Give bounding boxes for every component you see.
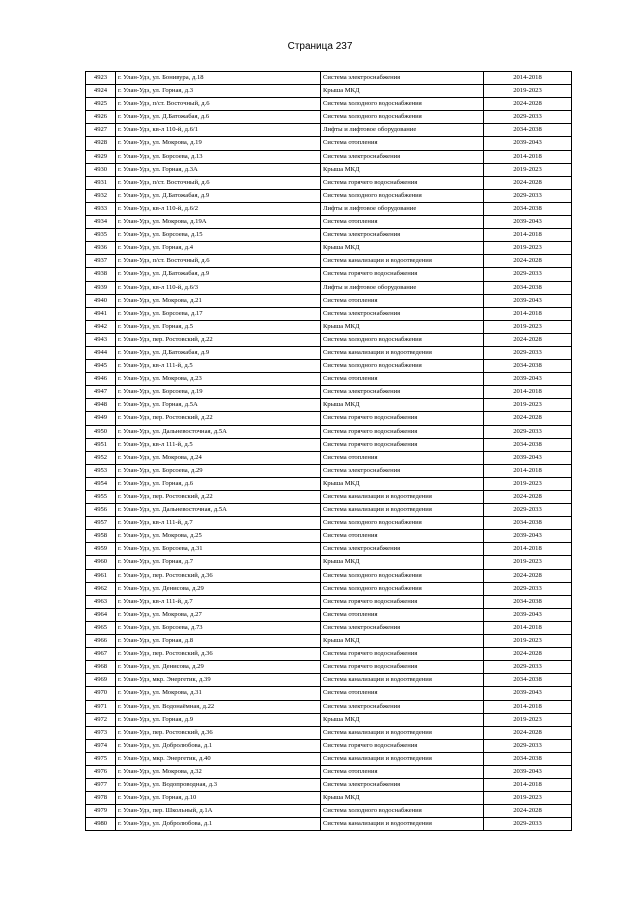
period-cell: 2034-2038 — [484, 281, 572, 294]
period-cell: 2019-2023 — [484, 713, 572, 726]
period-cell: 2019-2023 — [484, 85, 572, 98]
row-number: 4978 — [86, 792, 116, 805]
system-cell: Система отопления — [321, 687, 484, 700]
row-number: 4937 — [86, 255, 116, 268]
table-row — [86, 346, 572, 359]
system-cell: Крыша МКД — [321, 242, 484, 255]
system-cell: Крыша МКД — [321, 556, 484, 569]
address-cell: г. Улан-Удэ, ул. Горная, д.3А — [116, 163, 321, 176]
system-cell: Система горячего водоснабжения — [321, 648, 484, 661]
table-row — [86, 739, 572, 752]
address-cell: г. Улан-Удэ, ул. Борсоева, д.73 — [116, 621, 321, 634]
table-row — [86, 242, 572, 255]
table-row — [86, 150, 572, 163]
address-cell: г. Улан-Удэ, п/ст. Восточный, д.6 — [116, 98, 321, 111]
period-cell: 2014-2018 — [484, 307, 572, 320]
period-cell: 2014-2018 — [484, 72, 572, 85]
row-number: 4954 — [86, 477, 116, 490]
table-row — [86, 229, 572, 242]
address-cell: г. Улан-Удэ, ул. Горная, д.3 — [116, 85, 321, 98]
table-row — [86, 386, 572, 399]
row-number: 4967 — [86, 648, 116, 661]
address-cell: г. Улан-Удэ, ул. Мокрова, д.24 — [116, 451, 321, 464]
row-number: 4935 — [86, 229, 116, 242]
table-row — [86, 98, 572, 111]
table-row — [86, 818, 572, 831]
address-cell: г. Улан-Удэ, ул. Мокрова, д.23 — [116, 373, 321, 386]
table-row — [86, 189, 572, 202]
table-row — [86, 281, 572, 294]
address-cell: г. Улан-Удэ, ул. Мокрова, д.19 — [116, 137, 321, 150]
table-row — [86, 569, 572, 582]
period-cell: 2029-2033 — [484, 582, 572, 595]
period-cell: 2024-2028 — [484, 255, 572, 268]
table-row — [86, 543, 572, 556]
system-cell: Система отопления — [321, 216, 484, 229]
table-row — [86, 124, 572, 137]
address-cell: г. Улан-Удэ, ул. Горная, д.10 — [116, 792, 321, 805]
address-cell: г. Улан-Удэ, пер. Ростовский, д.22 — [116, 491, 321, 504]
table-row — [86, 464, 572, 477]
row-number: 4933 — [86, 202, 116, 215]
row-number: 4957 — [86, 517, 116, 530]
address-cell: г. Улан-Удэ, ул. Водопроводная, д.3 — [116, 779, 321, 792]
address-cell: г. Улан-Удэ, пер. Ростовский, д.36 — [116, 569, 321, 582]
table-row — [86, 530, 572, 543]
row-number: 4971 — [86, 700, 116, 713]
address-cell: г. Улан-Удэ, пер. Школьный, д.1А — [116, 805, 321, 818]
table-row — [86, 674, 572, 687]
table-row — [86, 425, 572, 438]
address-cell: г. Улан-Удэ, ул. Денисова, д.29 — [116, 582, 321, 595]
period-cell: 2034-2038 — [484, 674, 572, 687]
row-number: 4951 — [86, 438, 116, 451]
row-number: 4925 — [86, 98, 116, 111]
row-number: 4955 — [86, 491, 116, 504]
system-cell: Система холодного водоснабжения — [321, 569, 484, 582]
table-row — [86, 792, 572, 805]
address-cell: г. Улан-Удэ, ул. Борсоева, д.13 — [116, 150, 321, 163]
system-cell: Система канализации и водоотведения — [321, 346, 484, 359]
period-cell: 2024-2028 — [484, 333, 572, 346]
row-number: 4963 — [86, 595, 116, 608]
row-number: 4965 — [86, 621, 116, 634]
period-cell: 2029-2033 — [484, 346, 572, 359]
address-cell: г. Улан-Удэ, мкр. Энергетик, д.39 — [116, 674, 321, 687]
row-number: 4924 — [86, 85, 116, 98]
system-cell: Система электроснабжения — [321, 543, 484, 556]
address-cell: г. Улан-Удэ, пер. Ростовский, д.22 — [116, 412, 321, 425]
period-cell: 2029-2033 — [484, 818, 572, 831]
period-cell: 2034-2038 — [484, 438, 572, 451]
table-row — [86, 137, 572, 150]
address-cell: г. Улан-Удэ, ул. Горная, д.9 — [116, 713, 321, 726]
address-cell: г. Улан-Удэ, ул. Борсоева, д.15 — [116, 229, 321, 242]
system-cell: Лифты и лифтовое оборудование — [321, 202, 484, 215]
address-cell: г. Улан-Удэ, ул. Д.Батожабая, д.9 — [116, 189, 321, 202]
system-cell: Система отопления — [321, 137, 484, 150]
period-cell: 2034-2038 — [484, 517, 572, 530]
address-cell: г. Улан-Удэ, ул. Борсоева, д.17 — [116, 307, 321, 320]
row-number: 4974 — [86, 739, 116, 752]
address-cell: г. Улан-Удэ, ул. Д.Батожабая, д.6 — [116, 111, 321, 124]
system-cell: Система отопления — [321, 373, 484, 386]
table-row — [86, 635, 572, 648]
address-cell: г. Улан-Удэ, ул. Горная, д.7 — [116, 556, 321, 569]
system-cell: Система отопления — [321, 765, 484, 778]
row-number: 4960 — [86, 556, 116, 569]
address-cell: г. Улан-Удэ, ул. Горная, д.4 — [116, 242, 321, 255]
row-number: 4964 — [86, 608, 116, 621]
system-cell: Лифты и лифтовое оборудование — [321, 124, 484, 137]
period-cell: 2029-2033 — [484, 661, 572, 674]
system-cell: Система канализации и водоотведения — [321, 255, 484, 268]
address-cell: г. Улан-Удэ, ул. Мокрова, д.27 — [116, 608, 321, 621]
row-number: 4949 — [86, 412, 116, 425]
period-cell: 2039-2043 — [484, 373, 572, 386]
table-row — [86, 517, 572, 530]
table-row — [86, 805, 572, 818]
row-number: 4942 — [86, 320, 116, 333]
row-number: 4928 — [86, 137, 116, 150]
address-cell: г. Улан-Удэ, ул. Борсоева, д.29 — [116, 464, 321, 477]
period-cell: 2014-2018 — [484, 229, 572, 242]
table-row — [86, 700, 572, 713]
row-number: 4943 — [86, 333, 116, 346]
period-cell: 2029-2033 — [484, 504, 572, 517]
system-cell: Система канализации и водоотведения — [321, 491, 484, 504]
row-number: 4939 — [86, 281, 116, 294]
row-number: 4946 — [86, 373, 116, 386]
address-cell: г. Улан-Удэ, ул. Дальневосточная, д.5А — [116, 504, 321, 517]
period-cell: 2024-2028 — [484, 648, 572, 661]
system-cell: Система отопления — [321, 451, 484, 464]
period-cell: 2039-2043 — [484, 137, 572, 150]
row-number: 4948 — [86, 399, 116, 412]
period-cell: 2019-2023 — [484, 792, 572, 805]
period-cell: 2014-2018 — [484, 621, 572, 634]
table-row — [86, 451, 572, 464]
table-row — [86, 111, 572, 124]
address-cell: г. Улан-Удэ, ул. Мокрова, д.25 — [116, 530, 321, 543]
system-cell: Крыша МКД — [321, 713, 484, 726]
table-row — [86, 373, 572, 386]
row-number: 4934 — [86, 216, 116, 229]
address-cell: г. Улан-Удэ, пер. Ростовский, д.36 — [116, 726, 321, 739]
system-cell: Система электроснабжения — [321, 150, 484, 163]
table-row — [86, 163, 572, 176]
period-cell: 2034-2038 — [484, 360, 572, 373]
system-cell: Система холодного водоснабжения — [321, 111, 484, 124]
period-cell: 2024-2028 — [484, 569, 572, 582]
row-number: 4927 — [86, 124, 116, 137]
table-row — [86, 176, 572, 189]
period-cell: 2034-2038 — [484, 595, 572, 608]
system-cell: Крыша МКД — [321, 320, 484, 333]
row-number: 4931 — [86, 176, 116, 189]
table-row — [86, 621, 572, 634]
period-cell: 2014-2018 — [484, 150, 572, 163]
row-number: 4923 — [86, 72, 116, 85]
period-cell: 2034-2038 — [484, 752, 572, 765]
system-cell: Система холодного водоснабжения — [321, 805, 484, 818]
address-cell: г. Улан-Удэ, ул. Горная, д.8 — [116, 635, 321, 648]
table-row — [86, 556, 572, 569]
address-cell: г. Улан-Удэ, п/ст. Восточный, д.6 — [116, 176, 321, 189]
row-number: 4962 — [86, 582, 116, 595]
system-cell: Система электроснабжения — [321, 386, 484, 399]
row-number: 4969 — [86, 674, 116, 687]
period-cell: 2034-2038 — [484, 124, 572, 137]
system-cell: Крыша МКД — [321, 85, 484, 98]
table-row — [86, 661, 572, 674]
address-cell: г. Улан-Удэ, ул. Добролюбова, д.1 — [116, 739, 321, 752]
period-cell: 2024-2028 — [484, 726, 572, 739]
address-cell: г. Улан-Удэ, кв-л 110-й, д.6/3 — [116, 281, 321, 294]
period-cell: 2019-2023 — [484, 399, 572, 412]
row-number: 4966 — [86, 635, 116, 648]
table-row — [86, 504, 572, 517]
period-cell: 2019-2023 — [484, 556, 572, 569]
address-cell: г. Улан-Удэ, ул. Горная, д.5 — [116, 320, 321, 333]
period-cell: 2039-2043 — [484, 608, 572, 621]
table-row — [86, 216, 572, 229]
address-cell: г. Улан-Удэ, ул. Водонаёмная, д.22 — [116, 700, 321, 713]
row-number: 4936 — [86, 242, 116, 255]
row-number: 4947 — [86, 386, 116, 399]
row-number: 4973 — [86, 726, 116, 739]
row-number: 4959 — [86, 543, 116, 556]
period-cell: 2029-2033 — [484, 425, 572, 438]
system-cell: Крыша МКД — [321, 477, 484, 490]
address-cell: г. Улан-Удэ, ул. Мокрова, д.21 — [116, 294, 321, 307]
table-row — [86, 595, 572, 608]
row-number: 4961 — [86, 569, 116, 582]
table-row — [86, 268, 572, 281]
system-cell: Крыша МКД — [321, 792, 484, 805]
row-number: 4926 — [86, 111, 116, 124]
table-row — [86, 687, 572, 700]
row-number: 4968 — [86, 661, 116, 674]
system-cell: Лифты и лифтовое оборудование — [321, 281, 484, 294]
system-cell: Система горячего водоснабжения — [321, 268, 484, 281]
system-cell: Система холодного водоснабжения — [321, 333, 484, 346]
period-cell: 2019-2023 — [484, 477, 572, 490]
row-number: 4938 — [86, 268, 116, 281]
row-number: 4980 — [86, 818, 116, 831]
system-cell: Система холодного водоснабжения — [321, 98, 484, 111]
system-cell: Крыша МКД — [321, 399, 484, 412]
row-number: 4952 — [86, 451, 116, 464]
system-cell: Система горячего водоснабжения — [321, 412, 484, 425]
address-cell: г. Улан-Удэ, мкр. Энергетик, д.40 — [116, 752, 321, 765]
address-cell: г. Улан-Удэ, ул. Бонивура, д.18 — [116, 72, 321, 85]
period-cell: 2019-2023 — [484, 320, 572, 333]
table-row — [86, 72, 572, 85]
address-cell: г. Улан-Удэ, ул. Борсоева, д.19 — [116, 386, 321, 399]
period-cell: 2039-2043 — [484, 216, 572, 229]
system-cell: Система горячего водоснабжения — [321, 176, 484, 189]
period-cell: 2024-2028 — [484, 805, 572, 818]
period-cell: 2039-2043 — [484, 451, 572, 464]
address-cell: г. Улан-Удэ, ул. Д.Батожабая, д.9 — [116, 268, 321, 281]
system-cell: Система отопления — [321, 294, 484, 307]
table-row — [86, 412, 572, 425]
period-cell: 2024-2028 — [484, 98, 572, 111]
period-cell: 2039-2043 — [484, 294, 572, 307]
system-cell: Система электроснабжения — [321, 229, 484, 242]
table-row — [86, 438, 572, 451]
system-cell: Система электроснабжения — [321, 621, 484, 634]
address-cell: г. Улан-Удэ, кв-л 111-й, д.7 — [116, 595, 321, 608]
period-cell: 2039-2043 — [484, 530, 572, 543]
table-row — [86, 477, 572, 490]
period-cell: 2039-2043 — [484, 765, 572, 778]
system-cell: Система горячего водоснабжения — [321, 595, 484, 608]
table-row — [86, 320, 572, 333]
table-row — [86, 779, 572, 792]
table-row — [86, 307, 572, 320]
row-number: 4975 — [86, 752, 116, 765]
period-cell: 2019-2023 — [484, 242, 572, 255]
period-cell: 2024-2028 — [484, 412, 572, 425]
table-row — [86, 713, 572, 726]
address-cell: г. Улан-Удэ, ул. Борсоева, д.31 — [116, 543, 321, 556]
period-cell: 2014-2018 — [484, 464, 572, 477]
table-row — [86, 360, 572, 373]
address-cell: г. Улан-Удэ, кв-л 111-й, д.5 — [116, 360, 321, 373]
row-number: 4940 — [86, 294, 116, 307]
period-cell: 2014-2018 — [484, 386, 572, 399]
system-cell: Система горячего водоснабжения — [321, 661, 484, 674]
address-cell: г. Улан-Удэ, кв-л 110-й, д.6/2 — [116, 202, 321, 215]
row-number: 4950 — [86, 425, 116, 438]
address-cell: г. Улан-Удэ, ул. Денисова, д.29 — [116, 661, 321, 674]
row-number: 4941 — [86, 307, 116, 320]
system-cell: Система горячего водоснабжения — [321, 438, 484, 451]
row-number: 4944 — [86, 346, 116, 359]
system-cell: Система канализации и водоотведения — [321, 752, 484, 765]
system-cell: Система канализации и водоотведения — [321, 726, 484, 739]
table-row — [86, 752, 572, 765]
system-cell: Система отопления — [321, 530, 484, 543]
row-number: 4958 — [86, 530, 116, 543]
period-cell: 2019-2023 — [484, 635, 572, 648]
address-cell: г. Улан-Удэ, ул. Мокрова, д.19А — [116, 216, 321, 229]
address-cell: г. Улан-Удэ, пер. Ростовский, д.22 — [116, 333, 321, 346]
period-cell: 2029-2033 — [484, 268, 572, 281]
system-cell: Система холодного водоснабжения — [321, 189, 484, 202]
address-cell: г. Улан-Удэ, кв-л 111-й, д.5 — [116, 438, 321, 451]
table-row — [86, 85, 572, 98]
system-cell: Система отопления — [321, 608, 484, 621]
address-cell: г. Улан-Удэ, кв-л 110-й, д.6/1 — [116, 124, 321, 137]
address-cell: г. Улан-Удэ, ул. Дальневосточная, д.5А — [116, 425, 321, 438]
address-cell: г. Улан-Удэ, ул. Горная, д.5А — [116, 399, 321, 412]
address-cell: г. Улан-Удэ, ул. Мокрова, д.31 — [116, 687, 321, 700]
table-row — [86, 582, 572, 595]
system-cell: Система канализации и водоотведения — [321, 818, 484, 831]
row-number: 4976 — [86, 765, 116, 778]
row-number: 4972 — [86, 713, 116, 726]
system-cell: Система электроснабжения — [321, 464, 484, 477]
table-row — [86, 202, 572, 215]
row-number: 4929 — [86, 150, 116, 163]
table-row — [86, 726, 572, 739]
table-row — [86, 255, 572, 268]
row-number: 4956 — [86, 504, 116, 517]
period-cell: 2019-2023 — [484, 163, 572, 176]
address-cell: г. Улан-Удэ, п/ст. Восточный, д.6 — [116, 255, 321, 268]
table-row — [86, 399, 572, 412]
period-cell: 2014-2018 — [484, 779, 572, 792]
table-row — [86, 333, 572, 346]
row-number: 4930 — [86, 163, 116, 176]
register-table-body — [86, 72, 572, 831]
period-cell: 2014-2018 — [484, 543, 572, 556]
period-cell: 2024-2028 — [484, 491, 572, 504]
row-number: 4953 — [86, 464, 116, 477]
address-cell: г. Улан-Удэ, пер. Ростовский, д.36 — [116, 648, 321, 661]
period-cell: 2029-2033 — [484, 111, 572, 124]
system-cell: Система канализации и водоотведения — [321, 674, 484, 687]
row-number: 4977 — [86, 779, 116, 792]
page-header: Страница 237 — [287, 41, 353, 52]
row-number: 4932 — [86, 189, 116, 202]
system-cell: Система холодного водоснабжения — [321, 360, 484, 373]
address-cell: г. Улан-Удэ, ул. Добролюбова, д.1 — [116, 818, 321, 831]
system-cell: Крыша МКД — [321, 163, 484, 176]
address-cell: г. Улан-Удэ, ул. Горная, д.6 — [116, 477, 321, 490]
system-cell: Система электроснабжения — [321, 779, 484, 792]
period-cell: 2034-2038 — [484, 202, 572, 215]
system-cell: Крыша МКД — [321, 635, 484, 648]
system-cell: Система холодного водоснабжения — [321, 582, 484, 595]
row-number: 4979 — [86, 805, 116, 818]
system-cell: Система электроснабжения — [321, 307, 484, 320]
table-row — [86, 608, 572, 621]
period-cell: 2029-2033 — [484, 189, 572, 202]
address-cell: г. Улан-Удэ, кв-л 111-й, д.7 — [116, 517, 321, 530]
period-cell: 2014-2018 — [484, 700, 572, 713]
row-number: 4945 — [86, 360, 116, 373]
table-row — [86, 648, 572, 661]
period-cell: 2039-2043 — [484, 687, 572, 700]
row-number: 4970 — [86, 687, 116, 700]
system-cell: Система электроснабжения — [321, 72, 484, 85]
address-cell: г. Улан-Удэ, ул. Д.Батожабая, д.9 — [116, 346, 321, 359]
system-cell: Система холодного водоснабжения — [321, 517, 484, 530]
system-cell: Система канализации и водоотведения — [321, 504, 484, 517]
table-row — [86, 765, 572, 778]
system-cell: Система горячего водоснабжения — [321, 425, 484, 438]
address-cell: г. Улан-Удэ, ул. Мокрова, д.32 — [116, 765, 321, 778]
table-row — [86, 294, 572, 307]
register-table — [85, 71, 572, 831]
table-row — [86, 491, 572, 504]
system-cell: Система электроснабжения — [321, 700, 484, 713]
period-cell: 2024-2028 — [484, 176, 572, 189]
period-cell: 2029-2033 — [484, 739, 572, 752]
system-cell: Система горячего водоснабжения — [321, 739, 484, 752]
